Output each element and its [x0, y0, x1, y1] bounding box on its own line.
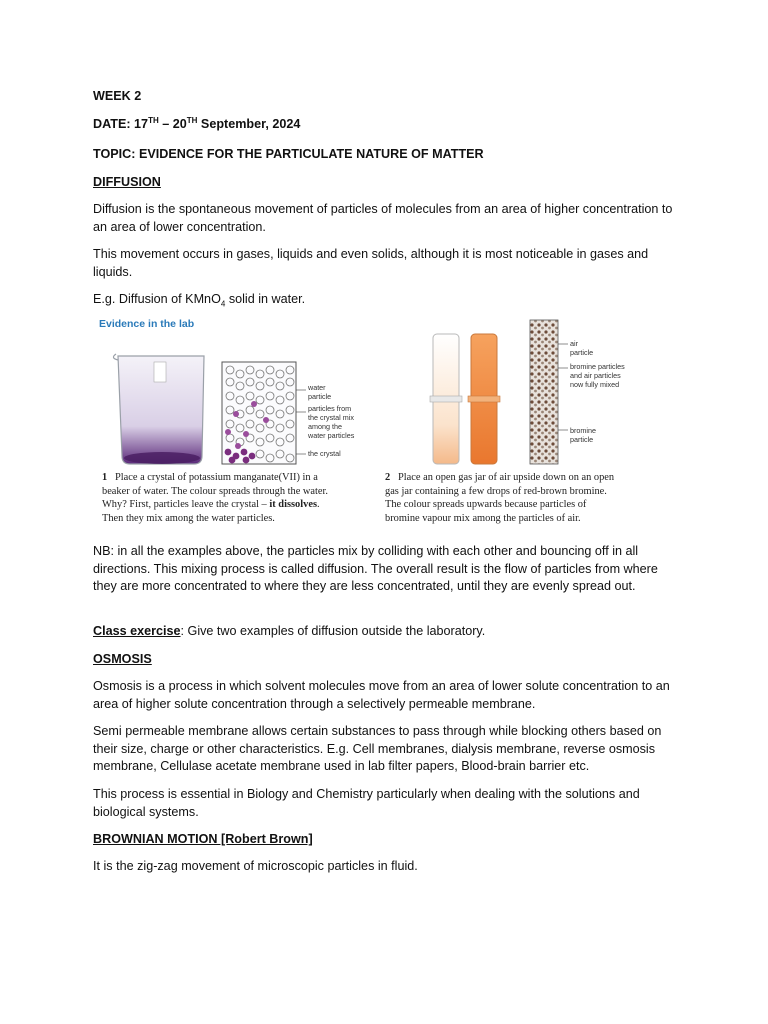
label-the-crystal: the crystal: [308, 449, 341, 458]
label-particles-from: particles from: [308, 404, 352, 413]
semipermeable-paragraph: Semi permeable membrane allows certain substances to pass through while blocking others based on their size, charge or other characteristics. E.g. Cell membranes, dialysis membrane, reverse osmosis membrane, Cellulase acetate membrane used in lab filter papers, Blood-brain barrier etc.: [93, 724, 662, 773]
label-water: water: [308, 383, 326, 392]
week-heading: WEEK 2: [93, 89, 142, 103]
nb-paragraph: NB: in all the examples above, the particles mix by colliding with each other and bouncing off in all directions. This mixing process is called diffusion. The overall result is the flow of particles from where they are more concentrated to where they are less concentrated, until they are evenly spread out.: [93, 544, 658, 593]
gas-jars-illustration: [430, 320, 625, 464]
brownian-heading: BROWNIAN MOTION [Robert Brown]: [93, 832, 313, 846]
diffusion-example: E.g. Diffusion of KMnO$_4$ solid in water.: [93, 292, 306, 309]
label-bromine: bromine: [570, 426, 596, 435]
diffusion-occurrence: This movement occurs in gases, liquids and even solids, although it is most noticeable in gases and liquids.: [93, 247, 649, 279]
osmosis-definition: Osmosis is a process in which solvent molecules move from an area of lower solute concentration to an area of higher solute concentration through a selectively permeable membrane.: [93, 679, 670, 711]
label-air: air: [570, 339, 578, 348]
topic-heading: TOPIC: EVIDENCE FOR THE PARTICULATE NATURE OF MATTER: [93, 147, 484, 161]
particle-diagram: [222, 362, 355, 464]
diffusion-heading: DIFFUSION: [93, 175, 161, 189]
figure-caption-1: 1 Place a crystal of potassium manganate(VII) in a beaker of water. The colour spreads through the water. Why? First, particles leave the crystal – it dissolves. Then they mix among the water particles.: [102, 472, 329, 524]
label-bromine-particles: bromine particles: [570, 362, 625, 371]
label-crystal-mix: the crystal mix: [308, 413, 354, 422]
diffusion-definition: Diffusion is the spontaneous movement of particles of molecules from an area of higher concentration to an area of lower concentration.: [93, 202, 673, 234]
class-exercise: Class exercise: Give two examples of diffusion outside the laboratory.: [93, 624, 486, 638]
label-water-particles: water particles: [308, 431, 355, 440]
osmosis-heading: OSMOSIS: [93, 652, 152, 666]
label-bromine-particle: particle: [570, 435, 594, 444]
beaker-illustration: [113, 354, 204, 464]
label-air-particle: particle: [570, 348, 594, 357]
label-fully-mixed: now fully mixed: [570, 380, 620, 389]
osmosis-importance: This process is essential in Biology and Chemistry particularly when dealing with the solutions and biological systems.: [93, 787, 640, 819]
figure-title: Evidence in the lab: [99, 318, 195, 330]
label-and-air-particles: and air particles: [570, 371, 621, 380]
diffusion-figure: [96, 316, 672, 531]
figure-illustrations: [96, 316, 672, 476]
date-line: DATE: 17TH – 20TH September, 2024: [93, 115, 301, 131]
figure-caption-2: 2 Place an open gas jar of air upside down on an open gas jar containing a few drops of red-brown bromine. The colour spreads upwards because particles of bromine vapour mix among the particles of air.: [385, 472, 615, 524]
label-water-particle: particle: [308, 392, 332, 401]
label-among-the: among the: [308, 422, 342, 431]
brownian-definition: It is the zig-zag movement of microscopic particles in fluid.: [93, 859, 418, 873]
